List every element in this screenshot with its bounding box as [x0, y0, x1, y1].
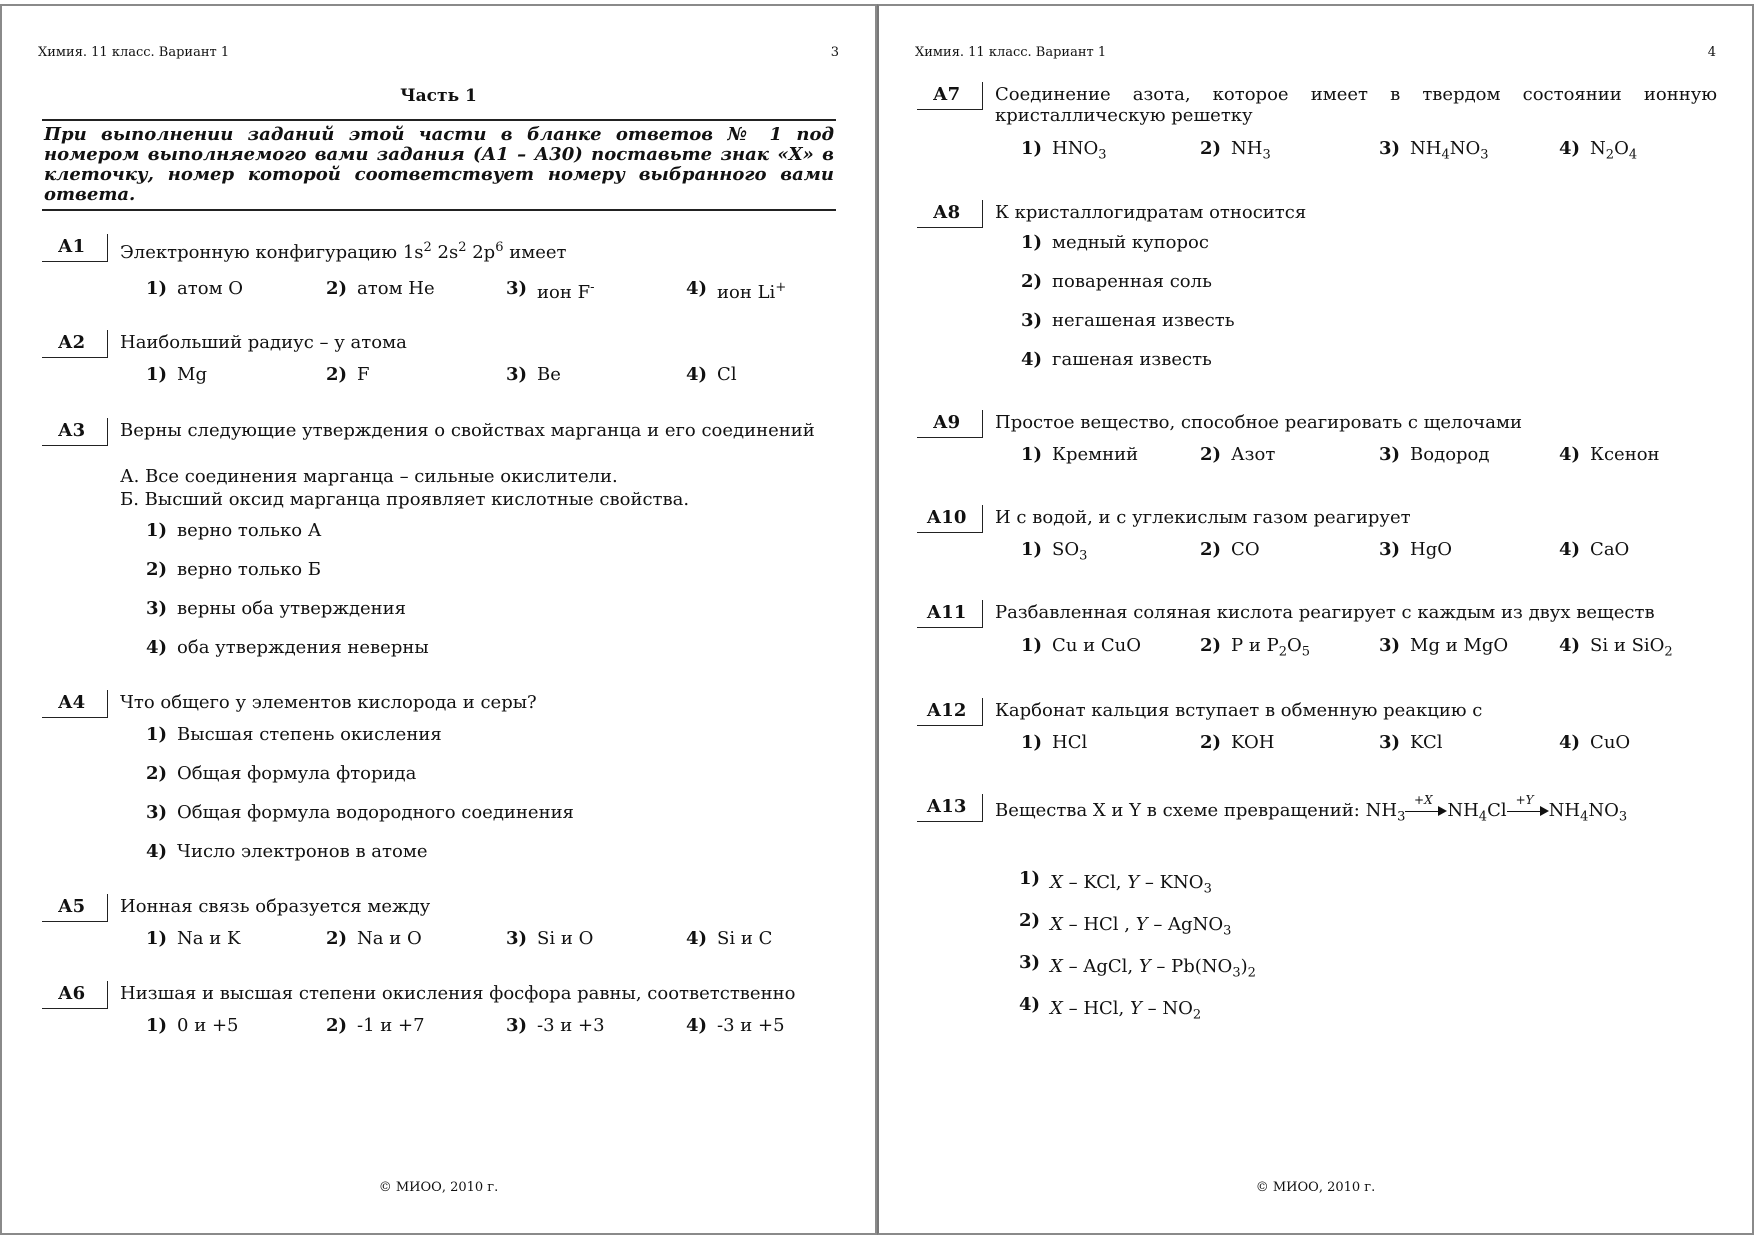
option-2[interactable]: 2) F [326, 364, 370, 385]
header-title: Химия. 11 класс. Вариант 1 [38, 45, 230, 60]
option-1[interactable]: 1) атом O [146, 278, 244, 299]
option-3[interactable]: 3) ион F- [506, 278, 595, 303]
options-list [146, 724, 574, 880]
task-text: Разбавленная соляная кислота реагирует с каждым из двух веществ [995, 602, 1655, 623]
task-number: А10 [917, 505, 983, 533]
task-number: А11 [917, 600, 983, 628]
page-number: 3 [830, 45, 839, 60]
page-right [877, 4, 1754, 1235]
task-text: Карбонат кальция вступает в обменную реакцию с [995, 700, 1483, 721]
task-number: А13 [917, 794, 983, 822]
task-number: А5 [42, 894, 108, 922]
task-number: А3 [42, 418, 108, 446]
option-1[interactable]: 1) Высшая степень окисления [146, 724, 442, 745]
option-1[interactable]: 1) 0 и +5 [146, 1015, 239, 1036]
arrow-icon: +Y [1507, 802, 1549, 816]
task-text: Простое вещество, способное реагировать с щелочами [995, 412, 1522, 433]
option-4[interactable]: 4) Si и SiO$_2$ [1559, 635, 1673, 660]
option-3[interactable]: 3) Be [506, 364, 561, 385]
page-left [0, 4, 877, 1235]
task-text: Ионная связь образуется между [120, 896, 431, 917]
task-text: Соединение азота, которое имеет в твердом состоянии ионную кристаллическую решетку [995, 84, 1717, 126]
option-3[interactable]: 3) X – AgCl, Y – $Pb(NO_3)_2$ [1019, 952, 1256, 981]
options-list [1021, 232, 1235, 388]
option-4[interactable]: 4) CaO [1559, 539, 1630, 560]
option-2[interactable]: 2) Азот [1200, 444, 1276, 465]
option-2[interactable]: 2) верно только Б [146, 559, 321, 580]
option-4[interactable]: 4) Si и C [686, 928, 773, 949]
task-number: А6 [42, 981, 108, 1009]
option-2[interactable]: 2) поваренная соль [1021, 271, 1212, 292]
task-text: Верны следующие утверждения о свойствах марганца и его соединений [120, 420, 815, 441]
option-1[interactable]: 1) X – KCl, Y – $KNO_3$ [1019, 868, 1212, 897]
statement-b: Б. Высший оксид марганца проявляет кислотные свойства. [120, 489, 690, 510]
option-2[interactable]: 2) X – HCl , Y – AgNO$_3$ [1019, 910, 1232, 939]
option-2[interactable]: 2) KOH [1200, 732, 1275, 753]
option-4[interactable]: 4) Ксенон [1559, 444, 1660, 465]
option-4[interactable]: 4) Cl [686, 364, 737, 385]
task-text: Что общего у элементов кислорода и серы? [120, 692, 537, 713]
header-title: Химия. 11 класс. Вариант 1 [915, 45, 1107, 60]
option-4[interactable]: 4) $N_2O_4$ [1559, 138, 1638, 163]
option-3[interactable]: 3) HgO [1379, 539, 1453, 560]
option-4[interactable]: 4) X – HCl, Y – $NO_2$ [1019, 994, 1202, 1023]
option-1[interactable]: 1) Cu и CuO [1021, 635, 1141, 656]
option-4[interactable]: 4) ион Li+ [686, 278, 787, 303]
arrow-icon: +X [1405, 802, 1447, 816]
options-list [146, 520, 429, 676]
task-text: И с водой, и с углекислым газом реагирует [995, 507, 1411, 528]
option-3[interactable]: 3) Mg и MgO [1379, 635, 1509, 656]
option-2[interactable]: 2) $NH_3$ [1200, 138, 1271, 163]
task-number: А4 [42, 690, 108, 718]
reaction-scheme: $NH_3$ +X $NH_4Cl$ +Y $NH_4NO_3$ [1365, 793, 1628, 825]
task-text: Вещества X и Y в схеме превращений: $NH_3$ +X $NH_4Cl$ +Y $NH_4NO_3$ [995, 793, 1628, 825]
footer-copyright: © МИОО, 2010 г. [1255, 1180, 1376, 1195]
statement-a: А. Все соединения марганца – сильные окислители. [120, 466, 618, 487]
option-3[interactable]: 3) негашеная известь [1021, 310, 1235, 331]
option-4[interactable]: 4) -3 и +5 [686, 1015, 785, 1036]
option-1[interactable]: 1) Na и K [146, 928, 241, 949]
task-text: Электронную конфигурацию $1s^2$ $2s^2$ $2p^6$ имеет [120, 240, 567, 263]
option-3[interactable]: 3) $NH_4NO_3$ [1379, 138, 1489, 163]
task-text: К кристаллогидратам относится [995, 202, 1307, 223]
task-number: А7 [917, 82, 983, 110]
option-2[interactable]: 2) Общая формула фторида [146, 763, 417, 784]
task-number: А1 [42, 234, 108, 262]
option-3[interactable]: 3) Si и O [506, 928, 594, 949]
option-4[interactable]: 4) Число электронов в атоме [146, 841, 428, 862]
option-2[interactable]: 2) CO [1200, 539, 1260, 560]
page-number: 4 [1707, 45, 1716, 60]
option-4[interactable]: 4) CuO [1559, 732, 1631, 753]
option-3[interactable]: 3) KCl [1379, 732, 1443, 753]
option-1[interactable]: 1) верно только А [146, 520, 322, 541]
option-2[interactable]: 2) -1 и +7 [326, 1015, 425, 1036]
task-text: Низшая и высшая степени окисления фосфора равны, соответственно [120, 983, 796, 1004]
task-number: А8 [917, 200, 983, 228]
option-1[interactable]: 1) $HNO_3$ [1021, 138, 1107, 163]
option-1[interactable]: 1) $SO_3$ [1021, 539, 1088, 564]
option-2[interactable]: 2) атом He [326, 278, 435, 299]
option-3[interactable]: 3) -3 и +3 [506, 1015, 605, 1036]
option-2[interactable]: 2) P и $P_2O_5$ [1200, 635, 1311, 660]
option-2[interactable]: 2) Na и O [326, 928, 422, 949]
task-number: А2 [42, 330, 108, 358]
task-text: Наибольший радиус – у атома [120, 332, 407, 353]
option-1[interactable]: 1) медный купорос [1021, 232, 1209, 253]
option-1[interactable]: 1) Mg [146, 364, 207, 385]
part-title: Часть 1 [400, 86, 477, 106]
option-4[interactable]: 4) гашеная известь [1021, 349, 1212, 370]
option-3[interactable]: 3) Общая формула водородного соединения [146, 802, 574, 823]
option-3[interactable]: 3) Водород [1379, 444, 1490, 465]
option-3[interactable]: 3) верны оба утверждения [146, 598, 407, 619]
option-1[interactable]: 1) HCl [1021, 732, 1088, 753]
instruction-text: При выполнении заданий этой части в бланке ответов № 1 под номером выполняемого вами задания (А1 – А30) поставьте знак «Х» в клеточку, номер которой соответствует номеру выбранного вами ответа. [42, 119, 836, 211]
option-1[interactable]: 1) Кремний [1021, 444, 1139, 465]
task-number: А12 [917, 698, 983, 726]
option-4[interactable]: 4) оба утверждения неверны [146, 637, 429, 658]
footer-copyright: © МИОО, 2010 г. [378, 1180, 499, 1195]
task-number: А9 [917, 410, 983, 438]
